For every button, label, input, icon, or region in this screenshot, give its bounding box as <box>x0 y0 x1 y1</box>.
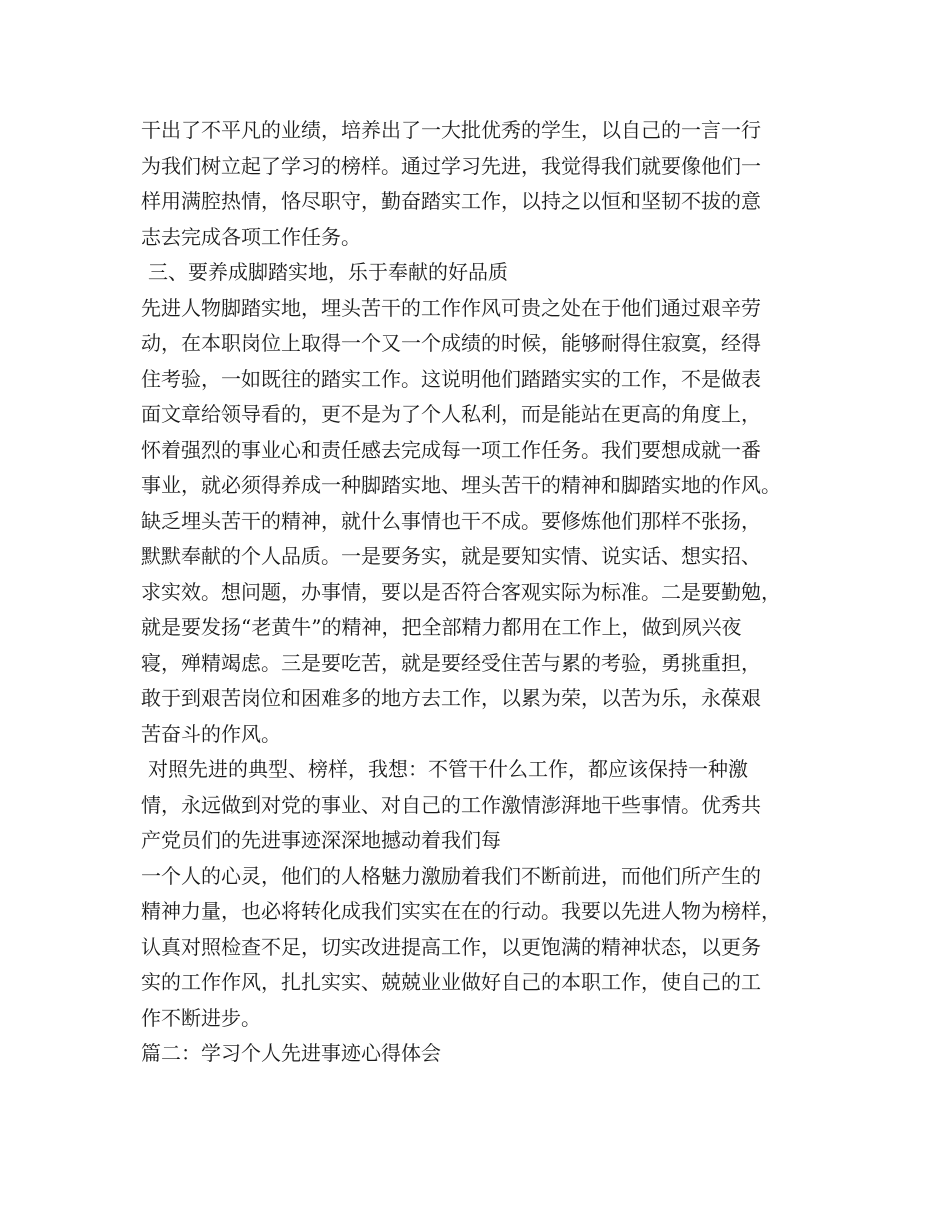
section-title: 篇二：学习个人先进事迹心得体会 <box>141 1041 441 1065</box>
text-line: 情，永远做到对党的事业、对自己的工作激情澎湃地干些事情。优秀共 <box>141 792 761 817</box>
text-line: 动，在本职岗位上取得一个又一个成绩的时候，能够耐得住寂寞，经得 <box>141 331 761 355</box>
text-line: 敢于到艰苦岗位和困难多的地方去工作，以累为荣，以苦为乐，永葆艰 <box>141 686 761 710</box>
text-line: 为我们树立起了学习的榜样。通过学习先进，我觉得我们就要像他们一 <box>141 153 761 178</box>
text-line: 默默奉献的个人品质。一是要务实，就是要知实情、说实话、想实招、 <box>141 544 761 568</box>
document-body <box>141 113 841 1072</box>
text-line: 住考验，一如既往的踏实工作。这说明他们踏踏实实的工作，不是做表 <box>141 366 761 391</box>
text-line: 样用满腔热情，恪尽职守，勤奋踏实工作，以持之以恒和坚韧不拔的意 <box>141 189 761 213</box>
text-line: 对照先进的典型、榜样，我想：不管干什么工作，都应该保持一种激 <box>148 757 748 781</box>
text-line: 苦奋斗的作风。 <box>141 721 281 746</box>
text-line: 实的工作作风，扎扎实实、兢兢业业做好自己的本职工作，使自己的工 <box>141 970 761 994</box>
text-line: 缺乏埋头苦干的精神，就什么事情也干不成。要修炼他们那样不张扬， <box>141 508 761 533</box>
text-line: 面文章给领导看的，更不是为了个人私利，而是能站在更高的角度上， <box>141 402 761 426</box>
text-line: 认真对照检查不足，切实改进提高工作，以更饱满的精神状态，以更务 <box>141 934 761 959</box>
text-line: 求实效。想问题，办事情，要以是否符合客观实际为标准。二是要勤勉， <box>141 579 781 604</box>
text-line: 精神力量，也必将转化成我们实实在在的行动。我要以先进人物为榜样， <box>141 899 781 923</box>
text-line: 事业，就必须得养成一种脚踏实地、埋头苦干的精神和脚踏实地的作风。 <box>141 473 781 497</box>
text-line: 寝，殚精竭虑。三是要吃苦，就是要经受住苦与累的考验，勇挑重担， <box>141 650 761 675</box>
text-line: 产党员们的先进事迹深深地撼动着我们每 <box>141 828 501 852</box>
text-line: 怀着强烈的事业心和责任感去完成每一项工作任务。我们要想成就一番 <box>141 437 761 462</box>
text-line: 就是要发扬“老黄牛”的精神，把全部精力都用在工作上，做到夙兴夜 <box>141 615 742 639</box>
text-line: 一个人的心灵，他们的人格魅力激励着我们不断前进，而他们所产生的 <box>141 863 761 888</box>
text-line: 作不断进步。 <box>141 1005 261 1030</box>
text-line: 干出了不平凡的业绩，培养出了一大批优秀的学生，以自己的一言一行 <box>141 118 761 142</box>
section-heading: 三、要养成脚踏实地，乐于奉献的好品质 <box>148 260 508 284</box>
text-line: 志去完成各项工作任务。 <box>141 224 361 249</box>
text-line: 先进人物脚踏实地，埋头苦干的工作作风可贵之处在于他们通过艰辛劳 <box>141 295 761 320</box>
